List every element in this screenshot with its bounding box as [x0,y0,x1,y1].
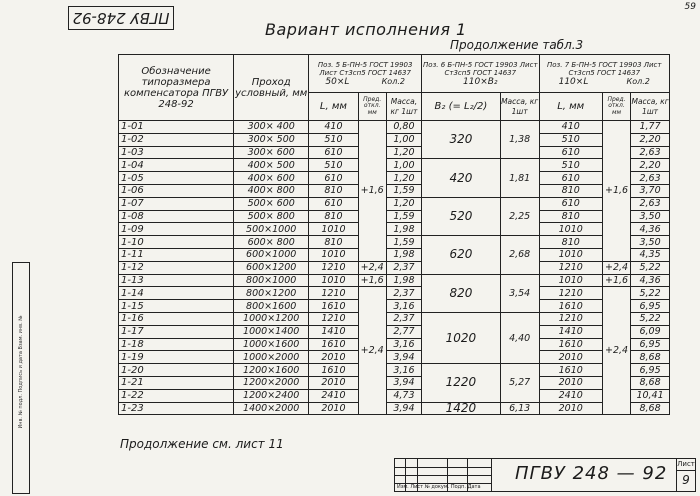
row-m5: 3,16 [386,300,421,313]
row-l7: 2410 [539,389,602,402]
header-passage: Проход условный, мм [234,55,309,121]
row-l7: 1010 [539,248,602,261]
row-l7: 2010 [539,402,602,415]
header-dev5: Пред. откл. мм [358,93,386,121]
row-m7: 3,70 [631,184,670,197]
row-l7: 1610 [539,300,602,313]
table-row [119,338,670,351]
row-m6: 2,25 [500,197,539,235]
row-m7: 8,68 [631,376,670,389]
header-mass5: Масса, кг 1шт [386,93,421,121]
row-m7: 1,77 [631,121,670,134]
table-row [119,223,670,236]
title-block-grid [395,459,492,491]
row-l7: 510 [539,159,602,172]
row-designation: 1-17 [119,325,234,338]
row-l5: 1010 [309,223,358,236]
row-tol7: +2,4 [602,261,630,274]
row-m7: 8,68 [631,351,670,364]
row-l5: 2010 [309,402,358,415]
table-row [119,172,670,185]
row-l5: 610 [309,197,358,210]
row-l7: 810 [539,184,602,197]
row-m5: 1,20 [386,172,421,185]
row-designation: 1-20 [119,364,234,377]
row-l7: 1210 [539,312,602,325]
row-passage: 1000×2000 [234,351,309,364]
row-passage: 1000×1600 [234,338,309,351]
row-designation: 1-12 [119,261,234,274]
header-pos7 [539,55,669,93]
row-passage: 500× 800 [234,210,309,223]
header-designation: Обозначение типоразмера компенсатора ПГВУ 248-92 [119,55,234,121]
row-m7: 6,95 [631,364,670,377]
row-l5: 1410 [309,325,358,338]
header-mass6: Масса, кг 1шт [500,93,539,121]
row-passage: 1000×1200 [234,312,309,325]
row-designation: 1-22 [119,389,234,402]
row-designation: 1-07 [119,197,234,210]
row-designation: 1-14 [119,287,234,300]
row-designation: 1-15 [119,300,234,313]
row-l7: 1410 [539,325,602,338]
table-row [119,402,670,415]
pos5-qty: Кол.2 [381,76,405,86]
row-passage: 1200×2400 [234,389,309,402]
row-tol7: +1,6 [602,121,630,262]
corner-stamp: ПГВУ 248-92 [68,6,174,30]
row-m7: 6,09 [631,325,670,338]
table-row [119,184,670,197]
row-m7: 3,50 [631,236,670,249]
table-row [119,248,670,261]
row-designation: 1-16 [119,312,234,325]
table-row [119,300,670,313]
pos6-size: 110×B₂ [463,76,498,87]
row-designation: 1-04 [119,159,234,172]
row-m7: 4,36 [631,223,670,236]
table-row [119,197,670,210]
table-row [119,389,670,402]
row-designation: 1-09 [119,223,234,236]
table-row [119,159,670,172]
row-m7: 2,20 [631,133,670,146]
row-l7: 1210 [539,261,602,274]
row-m7: 6,95 [631,338,670,351]
header-b2: B₂ (= L₂/2) [422,93,501,121]
row-tol5: +1,6 [358,274,386,287]
row-passage: 300× 600 [234,146,309,159]
table-row [119,210,670,223]
row-l7: 510 [539,133,602,146]
header-pos6 [422,55,539,93]
row-m7: 4,35 [631,248,670,261]
pos5-spec: Поз. 5 Б-ПН-5 ГОСТ 19903 Лист Ст3сп5 ГОСТ 14637 [317,60,413,77]
row-designation: 1-19 [119,351,234,364]
row-b2: 320 [422,121,501,159]
row-m5: 0,80 [386,121,421,134]
row-b2: 1020 [422,312,501,363]
row-m6: 4,40 [500,312,539,363]
title-block-labels: Изм. Лист № докум. Подп. Дата [397,484,481,490]
title-block [394,458,696,492]
sheet-number: 9 [682,473,690,487]
row-l5: 2010 [309,351,358,364]
row-l5: 810 [309,210,358,223]
row-designation: 1-13 [119,274,234,287]
continuation-note: Продолжение см. лист 11 [120,437,284,451]
header-l5: L, мм [309,93,358,121]
row-m5: 3,16 [386,364,421,377]
row-m5: 1,00 [386,133,421,146]
table-row [119,351,670,364]
row-passage: 800×1200 [234,287,309,300]
row-m7: 6,95 [631,300,670,313]
row-passage: 800×1000 [234,274,309,287]
pos7-size: 110×L [558,76,589,87]
row-m5: 1,98 [386,274,421,287]
row-l7: 2010 [539,376,602,389]
row-m5: 3,94 [386,376,421,389]
row-designation: 1-23 [119,402,234,415]
document-code: ПГВУ 248 — 92 [515,463,668,484]
header-l7: L, мм [539,93,602,121]
spec-table-body [119,121,670,415]
table-row [119,146,670,159]
row-l7: 610 [539,146,602,159]
row-l7: 1010 [539,223,602,236]
row-designation: 1-18 [119,338,234,351]
row-m6: 2,68 [500,236,539,274]
row-b2: 620 [422,236,501,274]
row-passage: 500×1000 [234,223,309,236]
row-passage: 1200×1600 [234,364,309,377]
row-m5: 1,59 [386,184,421,197]
row-passage: 1000×1400 [234,325,309,338]
row-l5: 2410 [309,389,358,402]
row-designation: 1-08 [119,210,234,223]
row-m7: 5,22 [631,287,670,300]
left-margin-stamp-text: Инв. № подл. Подпись и дата Взам. инв. № [18,315,24,429]
table-row [119,121,670,134]
row-m7: 8,68 [631,402,670,415]
row-tol5: +1,6 [358,121,386,262]
row-l5: 610 [309,172,358,185]
row-m5: 1,98 [386,223,421,236]
row-l7: 1610 [539,338,602,351]
row-m6: 1,38 [500,121,539,159]
table-continuation-label: Продолжение табл.3 [450,38,584,52]
row-m5: 2,37 [386,287,421,300]
sheet-label: Лист [677,460,695,468]
table-row [119,364,670,377]
pos7-qty: Кол.2 [626,76,650,86]
row-designation: 1-01 [119,121,234,134]
row-passage: 500× 600 [234,197,309,210]
row-passage: 300× 500 [234,133,309,146]
row-m6: 6,13 [500,402,539,415]
row-l5: 1610 [309,338,358,351]
row-l5: 410 [309,121,358,134]
left-margin-stamp [12,262,30,494]
row-l5: 1210 [309,261,358,274]
row-designation: 1-21 [119,376,234,389]
row-l7: 1610 [539,364,602,377]
row-l7: 610 [539,197,602,210]
row-passage: 400× 500 [234,159,309,172]
row-passage: 800×1600 [234,300,309,313]
header-pos5 [309,55,422,93]
row-m5: 1,59 [386,210,421,223]
row-m5: 2,37 [386,312,421,325]
row-m6: 3,54 [500,274,539,312]
row-m7: 5,22 [631,261,670,274]
row-m6: 1,81 [500,159,539,197]
row-l5: 610 [309,146,358,159]
row-l5: 810 [309,184,358,197]
table-row [119,312,670,325]
row-tol7: +2,4 [602,287,630,415]
row-l5: 510 [309,159,358,172]
sheet-number-top: 59 [684,2,696,12]
row-m5: 4,73 [386,389,421,402]
row-designation: 1-05 [119,172,234,185]
row-passage: 600×1000 [234,248,309,261]
row-passage: 600× 800 [234,236,309,249]
row-m6: 5,27 [500,364,539,402]
row-l7: 610 [539,172,602,185]
row-m7: 2,63 [631,146,670,159]
pos7-spec: Поз. 7 Б-ПН-5 ГОСТ 19903 Лист Ст3сп5 ГОСТ 14637 [547,60,662,77]
header-dev7: Пред. откл. мм [602,93,630,121]
row-m5: 2,37 [386,261,421,274]
spec-table [118,54,670,415]
row-tol5: +2,4 [358,287,386,415]
row-b2: 520 [422,197,501,235]
row-m5: 2,77 [386,325,421,338]
row-l5: 1010 [309,248,358,261]
row-l5: 2010 [309,376,358,389]
row-m7: 3,50 [631,210,670,223]
row-l5: 1610 [309,300,358,313]
row-passage: 1400×2000 [234,402,309,415]
sheet-box [676,459,695,491]
pos6-spec: Поз. 6 Б-ПН-5 ГОСТ 19903 Лист Ст3сп5 ГОСТ 14637 [423,60,538,77]
row-b2: 1220 [422,364,501,402]
table-row [119,236,670,249]
row-m7: 2,63 [631,172,670,185]
header-mass7: Масса, кг 1шт [631,93,670,121]
table-row [119,274,670,287]
row-l7: 1210 [539,287,602,300]
row-designation: 1-06 [119,184,234,197]
row-l5: 510 [309,133,358,146]
row-l5: 810 [309,236,358,249]
row-b2: 420 [422,159,501,197]
row-m5: 1,98 [386,248,421,261]
row-l5: 1210 [309,312,358,325]
row-l5: 1610 [309,364,358,377]
row-passage: 300× 400 [234,121,309,134]
row-l7: 810 [539,210,602,223]
row-m5: 1,20 [386,197,421,210]
table-row [119,376,670,389]
row-m7: 2,63 [631,197,670,210]
row-designation: 1-02 [119,133,234,146]
row-m5: 1,00 [386,159,421,172]
row-l7: 410 [539,121,602,134]
row-l7: 1010 [539,274,602,287]
row-b2: 1420 [422,402,501,415]
row-passage: 600×1200 [234,261,309,274]
row-m5: 3,94 [386,351,421,364]
row-l7: 2010 [539,351,602,364]
table-row [119,133,670,146]
row-b2: 820 [422,274,501,312]
row-m7: 10,41 [631,389,670,402]
row-l5: 1210 [309,287,358,300]
row-m5: 1,20 [386,146,421,159]
row-designation: 1-03 [119,146,234,159]
row-designation: 1-10 [119,236,234,249]
table-row [119,261,670,274]
row-passage: 1200×2000 [234,376,309,389]
row-tol7: +1,6 [602,274,630,287]
row-passage: 400× 600 [234,172,309,185]
row-m5: 1,59 [386,236,421,249]
row-designation: 1-11 [119,248,234,261]
table-row [119,287,670,300]
pos5-size: 50×L [325,76,350,87]
row-m5: 3,16 [386,338,421,351]
row-m7: 2,20 [631,159,670,172]
page-title: Вариант исполнения 1 [265,20,467,39]
row-m7: 5,22 [631,312,670,325]
row-passage: 400× 800 [234,184,309,197]
row-l7: 810 [539,236,602,249]
row-l5: 1010 [309,274,358,287]
table-row [119,325,670,338]
row-tol5: +2,4 [358,261,386,274]
row-m7: 4,36 [631,274,670,287]
row-m5: 3,94 [386,402,421,415]
